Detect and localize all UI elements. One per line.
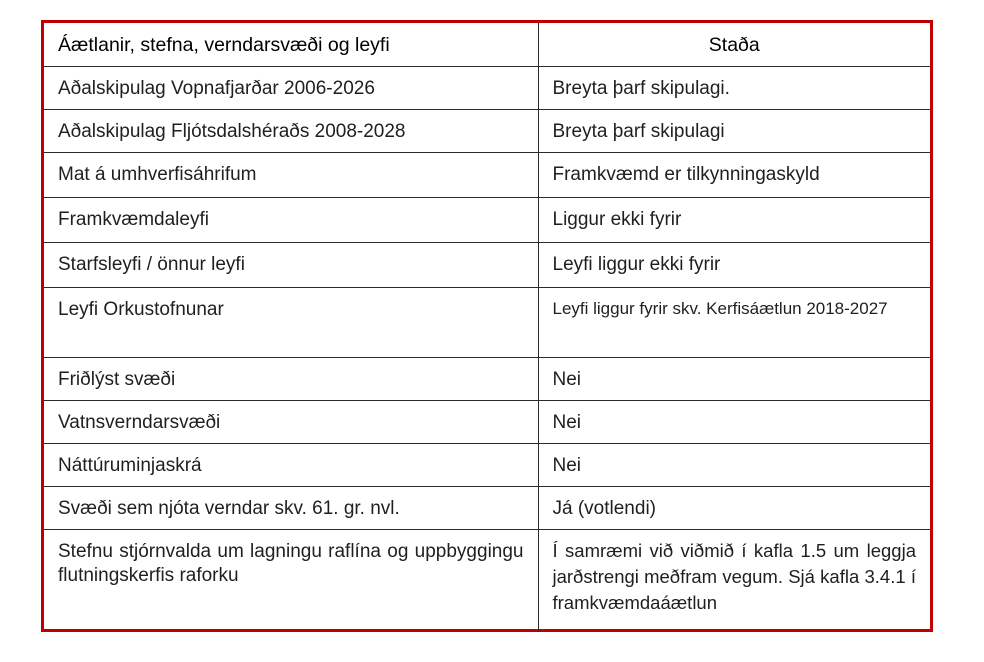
row-item: Stefnu stjórnvalda um lagningu raflína og uppbyggingu flutningskerfis raforku: [44, 529, 538, 632]
row-status: Breyta þarf skipulagi.: [538, 66, 930, 109]
row-item: Aðalskipulag Fljótsdalshéraðs 2008-2028: [44, 109, 538, 152]
row-item: Friðlýst svæði: [44, 357, 538, 400]
row-status: Leyfi liggur fyrir skv. Kerfisáætlun 2018-2027: [538, 287, 930, 357]
plans-status-table: [44, 23, 930, 632]
row-status: Nei: [538, 357, 930, 400]
table-row: [44, 443, 930, 486]
table-row: [44, 529, 930, 632]
row-item: Leyfi Orkustofnunar: [44, 287, 538, 357]
table-row: [44, 109, 930, 152]
table-row: [44, 197, 930, 242]
table-row: [44, 66, 930, 109]
row-item: Aðalskipulag Vopnafjarðar 2006-2026: [44, 66, 538, 109]
row-item: Mat á umhverfisáhrifum: [44, 152, 538, 197]
row-status: Nei: [538, 443, 930, 486]
plans-status-table-frame: [41, 20, 933, 632]
header-status: Staða: [538, 23, 930, 66]
row-item: Náttúruminjaskrá: [44, 443, 538, 486]
row-status: Framkvæmd er tilkynningaskyld: [538, 152, 930, 197]
table-header-row: [44, 23, 930, 66]
row-status: Breyta þarf skipulagi: [538, 109, 930, 152]
row-status: Nei: [538, 400, 930, 443]
row-status: Í samræmi við viðmið í kafla 1.5 um leggja jarðstrengi meðfram vegum. Sjá kafla 3.4.1 í framkvæmdaáætlun: [538, 529, 930, 632]
row-status: Já (votlendi): [538, 486, 930, 529]
table-row: [44, 357, 930, 400]
table-row: [44, 287, 930, 357]
header-plans: Áætlanir, stefna, verndarsvæði og leyfi: [44, 23, 538, 66]
row-item: Svæði sem njóta verndar skv. 61. gr. nvl.: [44, 486, 538, 529]
row-item: Starfsleyfi / önnur leyfi: [44, 242, 538, 287]
table-row: [44, 400, 930, 443]
row-status: Liggur ekki fyrir: [538, 197, 930, 242]
table-row: [44, 242, 930, 287]
row-item: Vatnsverndarsvæði: [44, 400, 538, 443]
row-item: Framkvæmdaleyfi: [44, 197, 538, 242]
row-status: Leyfi liggur ekki fyrir: [538, 242, 930, 287]
table-row: [44, 152, 930, 197]
table-row: [44, 486, 930, 529]
